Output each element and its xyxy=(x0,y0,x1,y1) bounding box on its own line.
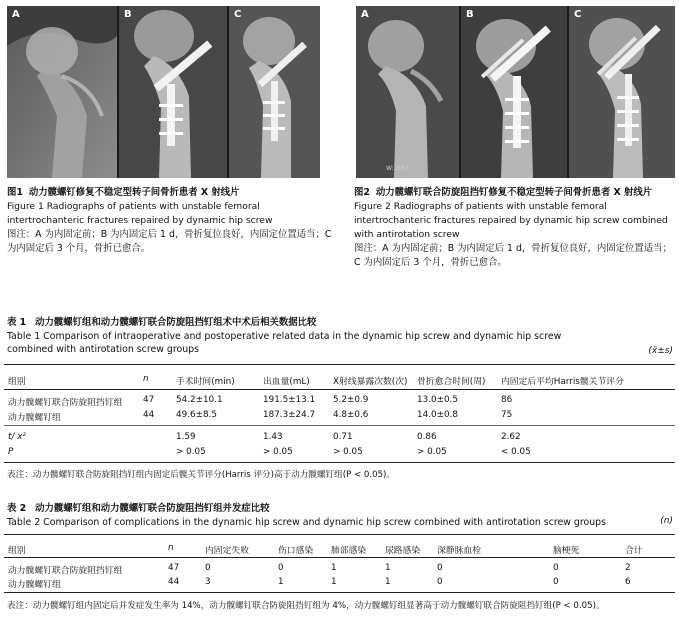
table-cell: P xyxy=(8,447,14,457)
table-1-top-rule xyxy=(4,364,675,365)
table-header-cell: 内固定失败 xyxy=(205,546,249,556)
table-cell: 0.71 xyxy=(333,432,353,442)
table-cell: 86 xyxy=(501,395,513,405)
panel-label: A xyxy=(361,9,369,20)
table-title-en: Table 2 Comparison of complications in the dynamic hip screw and dynamic hip screw combined with antirotation screw groups xyxy=(7,516,606,528)
table-2-bottom-rule xyxy=(4,592,675,593)
table-header-cell: 出血量(mL) xyxy=(263,377,310,387)
table-cell: 1.43 xyxy=(263,432,283,442)
panel-label: B xyxy=(466,9,474,20)
radiograph-image xyxy=(356,6,459,178)
table-title-text: 动力髋螺钉组和动力髋螺钉联合防旋阻挡钉组并发症比较 xyxy=(35,503,270,514)
table-1-bottom-rule xyxy=(4,462,675,463)
table-header-cell: 脑梗死 xyxy=(553,546,580,556)
panel-label: A xyxy=(12,9,20,20)
panel-label: C xyxy=(234,9,242,20)
table-cell: 0 xyxy=(437,563,443,573)
table-cell: 1 xyxy=(278,577,284,587)
caption-cn xyxy=(354,186,674,200)
table-cell: 1 xyxy=(331,563,337,573)
table-cell: 动力髋螺钉联合防旋阻挡钉组 xyxy=(8,398,123,408)
table-title-cn xyxy=(7,502,673,516)
caption-en: Figure 2 Radiographs of patients with unstable femoral intertrochanteric fractures repaired by dynamic hip screw combined with antirotation screw xyxy=(354,201,668,240)
caption-en: Figure 1 Radiographs of patients with unstable femoral intertrochanteric fractures repaired by dynamic hip screw xyxy=(7,201,273,226)
radiograph-image xyxy=(461,6,567,178)
table-cell: 动力髋螺钉组 xyxy=(8,413,61,423)
table-cell: 44 xyxy=(143,410,155,420)
table-header-cell: 尿路感染 xyxy=(385,546,421,556)
table-title-text: 动力髋螺钉组和动力髋螺钉联合防旋阻挡钉组术中术后相关数据比较 xyxy=(35,317,317,328)
table-cell: > 0.05 xyxy=(263,447,293,457)
table-header-cell: 手术时间(min) xyxy=(176,377,235,387)
table-header-cell: X射线暴露次数(次) xyxy=(333,377,408,387)
table-cell: 14.0±0.8 xyxy=(417,410,458,420)
table-1-note: 表注：动力髋螺钉联合防旋阻挡钉组内固定后髋关节评分(Harris 评分)高于动力髋螺钉组(P < 0.05)。 xyxy=(7,470,396,480)
table-cell: 0.86 xyxy=(417,432,437,442)
table-cell: 2 xyxy=(625,563,631,573)
figure-1-caption xyxy=(7,186,332,256)
table-cell: < 0.05 xyxy=(501,447,531,457)
table-cell: 0 xyxy=(553,577,559,587)
figure-2-panel-a xyxy=(356,6,459,178)
caption-label: 图2 xyxy=(354,187,370,198)
radiograph-image xyxy=(569,6,675,178)
caption-note: 图注：A 为内固定前；B 为内固定后 1 d，骨折复位良好，内固定位置适当；C 为内固定后 3 个月，骨折已愈合。 xyxy=(354,243,672,268)
radiograph-image xyxy=(119,6,227,178)
figure-1-radiographs xyxy=(7,6,320,178)
table-cell: 0 xyxy=(278,563,284,573)
table-2-note: 表注：动力髋螺钉组内固定后并发症发生率为 14%，动力髋螺钉联合防旋阻挡钉组为 4%，动力髋螺钉组显著高于动力髋螺钉联合防旋阻挡钉组(P < 0.05)。 xyxy=(7,601,605,611)
table-cell: 13.0±0.5 xyxy=(417,395,458,405)
caption-cn xyxy=(7,186,332,200)
table-cell: > 0.05 xyxy=(176,447,206,457)
figure-2-radiographs xyxy=(356,6,675,178)
table-header-cell: n xyxy=(168,543,174,553)
table-header-cell: 伤口感染 xyxy=(278,546,314,556)
table-1-divider-rule xyxy=(4,425,675,426)
table-cell: 0 xyxy=(553,563,559,573)
table-cell: 动力髋螺钉联合防旋阻挡钉组 xyxy=(8,566,123,576)
figure-2-panel-b xyxy=(461,6,567,178)
table-cell: > 0.05 xyxy=(333,447,363,457)
table-header-cell: 组别 xyxy=(8,377,26,387)
table-1-title xyxy=(7,316,673,357)
caption-note: 图注：A 为内固定前；B 为内固定后 1 d，骨折复位良好，内固定位置适当；C 为内固定后 3 个月，骨折已愈合。 xyxy=(7,229,332,254)
table-header-cell: 骨折愈合时间(周) xyxy=(417,377,486,387)
table-header-cell: 内固定后平均Harris髋关节评分 xyxy=(501,377,624,387)
table-label: 表 2 xyxy=(7,503,27,514)
table-title-en: Table 1 Comparison of intraoperative and postoperative related data in the dynamic hip screw and dynamic hip screw combined with antirotation screw groups xyxy=(7,330,562,355)
table-cell: 动力髋螺钉组 xyxy=(8,580,61,590)
table-header-cell: 肺部感染 xyxy=(331,546,367,556)
table-header-cell: 组别 xyxy=(8,546,26,556)
table-2-header-rule xyxy=(4,557,675,558)
figure-2-panel-c xyxy=(569,6,675,178)
table-cell: 75 xyxy=(501,410,513,420)
panel-label: B xyxy=(124,9,132,20)
table-cell: 187.3±24.7 xyxy=(263,410,316,420)
table-title-cn xyxy=(7,316,673,330)
table-cell: t/ x² xyxy=(8,432,26,442)
watermark-text: W:2658 xyxy=(386,165,409,172)
caption-label: 图1 xyxy=(7,187,23,198)
table-2-top-rule xyxy=(4,534,675,535)
table-cell: 0 xyxy=(205,563,211,573)
table-cell: 0 xyxy=(437,577,443,587)
figure-2-caption xyxy=(354,186,674,270)
table-header-cell: 合计 xyxy=(625,546,643,556)
radiograph-image xyxy=(7,6,117,178)
table-cell: 6 xyxy=(625,577,631,587)
table-1-unit: (x̄±s) xyxy=(648,346,673,356)
table-2-unit: (n) xyxy=(660,516,673,526)
table-label: 表 1 xyxy=(7,317,27,328)
table-2-title xyxy=(7,502,673,529)
caption-title: 动力髋螺钉修复不稳定型转子间骨折患者 X 射线片 xyxy=(28,187,240,198)
figure-1-panel-c xyxy=(229,6,320,178)
table-cell: 191.5±13.1 xyxy=(263,395,316,405)
table-cell: 1.59 xyxy=(176,432,196,442)
figure-1-panel-b xyxy=(119,6,227,178)
table-cell: 1 xyxy=(385,563,391,573)
panel-label: C xyxy=(574,9,582,20)
caption-title: 动力髋螺钉联合防旋阻挡钉修复不稳定型转子间骨折患者 X 射线片 xyxy=(375,187,653,198)
figure-1-panel-a xyxy=(7,6,117,178)
table-cell: 3 xyxy=(205,577,211,587)
table-cell: 47 xyxy=(143,395,155,405)
table-cell: 54.2±10.1 xyxy=(176,395,223,405)
table-cell: 5.2±0.9 xyxy=(333,395,369,405)
table-cell: 1 xyxy=(385,577,391,587)
table-cell: 49.6±8.5 xyxy=(176,410,217,420)
table-cell: 47 xyxy=(168,563,180,573)
table-cell: 2.62 xyxy=(501,432,521,442)
table-header-cell: 深静脉血栓 xyxy=(437,546,481,556)
table-header-cell: n xyxy=(143,374,149,384)
table-1-header-rule xyxy=(4,389,675,390)
radiograph-image xyxy=(229,6,320,178)
table-cell: 4.8±0.6 xyxy=(333,410,369,420)
table-cell: 1 xyxy=(331,577,337,587)
table-cell: > 0.05 xyxy=(417,447,447,457)
table-cell: 44 xyxy=(168,577,180,587)
